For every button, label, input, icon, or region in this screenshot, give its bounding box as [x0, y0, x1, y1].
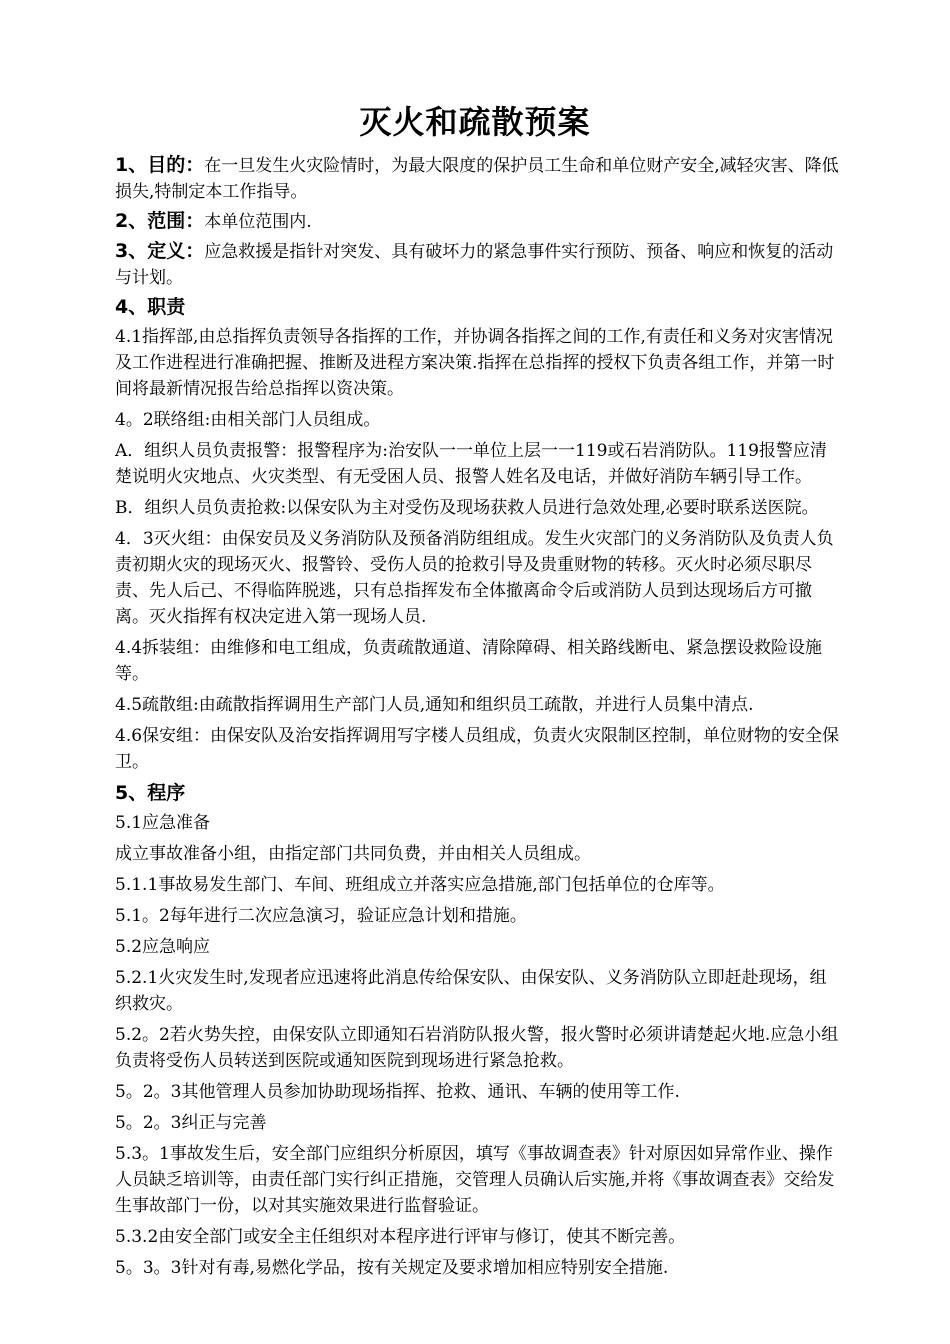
section-purpose — [115, 152, 843, 205]
procedure-paragraph: 5.2应急响应 — [115, 937, 211, 957]
procedure-paragraph: 5.3。1事故发生后，安全部门应组织分析原因，填写《事故调查表》针对原因如异常作业、操作人员缺乏培训等，由责任部门实行纠正措施，交管理人员确认后实施,并将《事故调查表》交给发生事故部门一份，以对其实施效果进行监督验证。 — [115, 1144, 835, 1216]
section-heading: 2、范围： — [115, 210, 205, 232]
duty-paragraph: B．组织人员负责抢救:以保安队为主对受伤及现场获救人员进行急效处理,必要时联系送医院。 — [115, 498, 819, 518]
procedure-paragraph: 5。2。3其他管理人员参加协助现场指挥、抢救、通讯、车辆的使用等工作. — [115, 1082, 680, 1102]
procedure-paragraph: 5.2.1火灾发生时,发现者应迅速将此消息传给保安队、由保安队、义务消防队立即赶赴现场，组织救灾。 — [115, 968, 827, 1014]
procedure-paragraph: 5。2。3纠正与完善 — [115, 1113, 267, 1133]
document-title: 灭火和疏散预案 — [359, 103, 591, 141]
section-text: 本单位范围内. — [204, 212, 312, 232]
section-duties — [115, 294, 843, 321]
duty-paragraph: A．组织人员负责报警：报警程序为:治安队一一单位上层一一119或石岩消防队。119报警应清楚说明火灾地点、火灾类型、有无受困人员、报警人姓名及电话，并做好消防车辆引导工作。 — [115, 441, 827, 487]
section-scope — [115, 208, 843, 235]
section-heading: 5、程序 — [115, 782, 186, 804]
section-procedure — [115, 780, 843, 807]
section-heading: 4、职责 — [115, 296, 186, 318]
duty-paragraph: 4.1指挥部,由总指挥负责领导各指挥的工作，并协调各指挥之间的工作,有责任和义务对灾害情况及工作进程进行准确把握、推断及进程方案决策.指挥在总指挥的授权下负责各组工作，并第一时间将最新情况报告给总指挥以资决策。 — [115, 327, 835, 399]
document-body — [115, 152, 843, 1286]
section-definition — [115, 238, 843, 291]
section-heading: 3、定义： — [115, 240, 205, 262]
duty-paragraph: 4.5疏散组:由疏散指挥调用生产部门人员,通知和组织员工疏散，并进行人员集中清点. — [115, 695, 754, 715]
section-text: 应急救援是指针对突发、具有破坏力的紧急事件实行预防、预备、响应和恢复的活动与计划。 — [115, 242, 834, 288]
procedure-paragraph: 5.1应急准备 — [115, 813, 211, 833]
procedure-paragraph: 成立事故准备小组，由指定部门共同负费，并由相关人员组成。 — [115, 844, 591, 864]
procedure-paragraph: 5.3.2由安全部门或安全主任组织对本程序进行评审与修订，使其不断完善。 — [115, 1227, 686, 1247]
section-text: 在一旦发生火灾险情时，为最大限度的保护员工生命和单位财产安全,减轻灾害、降低损失,特制定本工作指导。 — [115, 156, 839, 202]
procedure-paragraph: 5。3。3针对有毒,易燃化学品，按有关规定及要求增加相应特别安全措施. — [115, 1258, 669, 1278]
procedure-paragraph: 5.1.1事故易发生部门、车间、班组成立并落实应急措施,部门包括单位的仓库等。 — [115, 875, 725, 895]
duty-paragraph: 4.4拆装组：由维修和电工组成，负责疏散通道、清除障碍、相关路线断电、紧急摆设救险设施等。 — [115, 638, 823, 684]
duty-paragraph: 4。2联络组:由相关部门人员组成。 — [115, 410, 381, 430]
duty-paragraph: 4．3灭火组：由保安员及义务消防队及预备消防组组成。发生火灾部门的义务消防队及负责人负责初期火灾的现场灭火、报警铃、受伤人员的抢救引导及贵重财物的转移。灭火时必须尽职尽责、先人后己、不得临阵脱逃，只有总指挥发布全体撤离命令后或消防人员到达现场后方可撤离。灭火指挥有权决定进入第一现场人员. — [115, 529, 834, 627]
procedure-paragraph: 5.2。2若火势失控，由保安队立即通知石岩消防队报火警，报火警时必须讲请楚起火地.应急小组负责将受伤人员转送到医院或通知医院到现场进行紧急抢救。 — [115, 1025, 839, 1071]
section-heading: 1、目的： — [115, 154, 205, 176]
procedure-paragraph: 5.1。2每年进行二次应急演习，验证应急计划和措施。 — [115, 906, 527, 926]
duty-paragraph: 4.6保安组：由保安队及治安指挥调用写字楼人员组成，负责火灾限制区控制，单位财物的安全保卫。 — [115, 726, 840, 772]
